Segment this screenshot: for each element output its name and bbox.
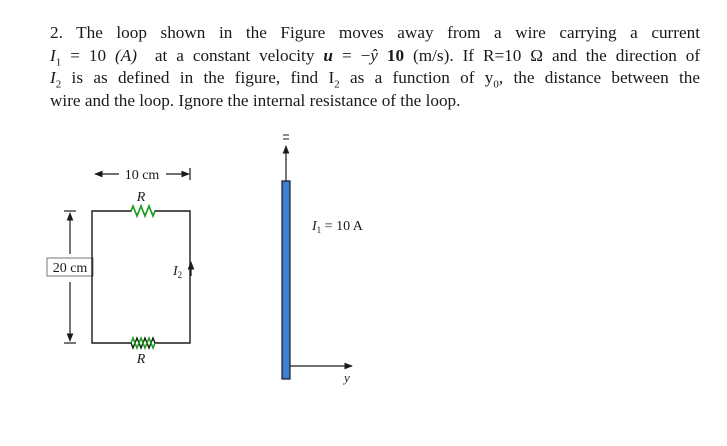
velocity-value: 10 [386, 45, 405, 65]
line3-end-text: , the distance between the [498, 68, 700, 87]
wire-rod [282, 181, 290, 379]
current-I1-subscript: 1 [55, 55, 62, 68]
current-I2-symbol: I [50, 68, 56, 87]
height-label: 20 cm [52, 261, 88, 276]
line3-mid-text: is as defined in the figure, find I [71, 68, 335, 87]
velocity-lead-text: at a constant velocity [154, 45, 315, 65]
width-dimension [95, 168, 190, 183]
resistor-bottom-label: R [136, 352, 146, 367]
width-label: 10 cm [124, 168, 160, 183]
problem-line-1: 2. The loop shown in the Figure moves away from a wire carrying a current [50, 23, 700, 42]
current-wire [282, 135, 364, 379]
y0-subscript: 0 [493, 78, 499, 91]
y-hat-symbol: ŷ [370, 45, 378, 65]
velocity-symbol: u [323, 45, 333, 65]
height-dimension [47, 211, 93, 343]
velocity-equals: = − [341, 45, 371, 65]
line3-mid2-text: as a function of y [349, 68, 494, 87]
current-I1-symbol: I [50, 45, 56, 65]
resistor-bottom-icon [131, 338, 155, 348]
y-axis [290, 366, 352, 385]
current-I2-label: $I_2$ [173, 264, 183, 280]
velocity-unit-text: (m/s). If R=10 Ω and the direction of [413, 45, 701, 65]
current-loop [92, 190, 191, 367]
y-axis-label: y [344, 370, 350, 385]
problem-line-4: wire and the loop. Ignore the internal resistance of the loop. [50, 90, 461, 110]
line3-I2-subscript: 2 [334, 78, 340, 91]
resistor-top-label: R [136, 190, 146, 205]
current-I1-value: = 10 [70, 45, 107, 65]
current-I1-unit: (A) [115, 45, 137, 65]
current-I1-label: $I_1 = 10$ A [312, 219, 363, 235]
resistor-top-icon [131, 206, 155, 216]
current-I2-subscript: 2 [55, 78, 62, 91]
